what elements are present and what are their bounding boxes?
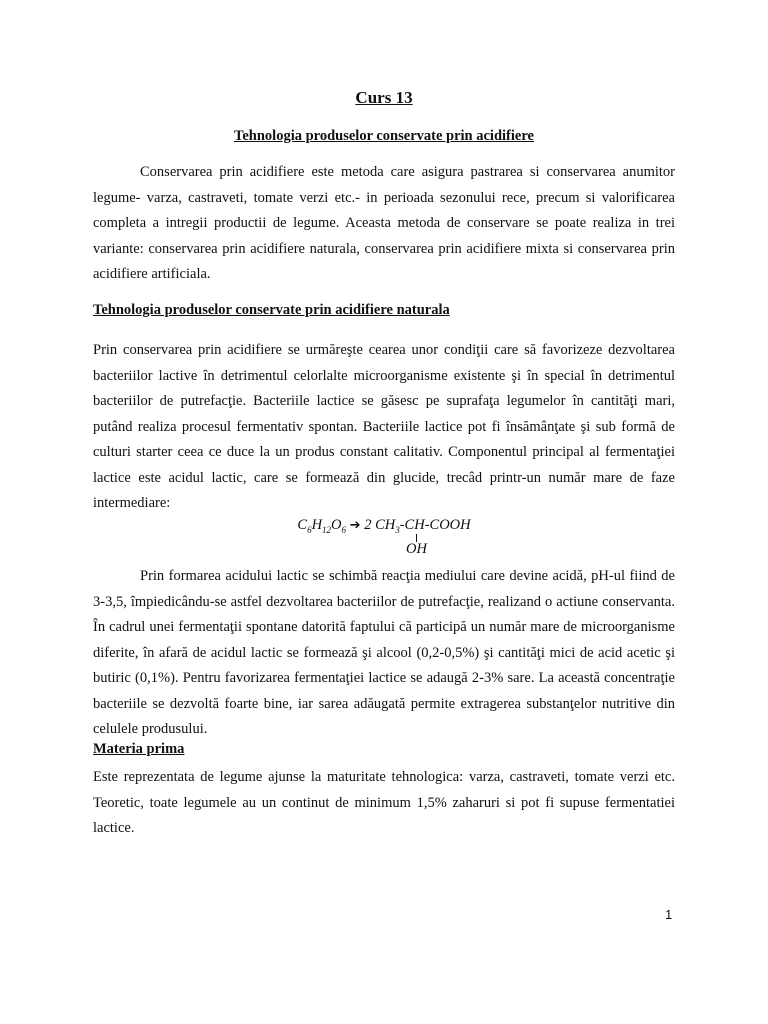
course-title: Curs 13 bbox=[355, 88, 413, 107]
lactic-acid-formula bbox=[0, 514, 768, 541]
natural-acidification-paragraph: Prin conservarea prin acidifiere se urmăreşte cearea unor condiţii care să favorizeze dezvoltarea bacteriilor lactive în detrimentul celorlalte microorganisme existente şi în special în detrimentul bacteriilor de putrefacţie. Bacteriile lactice se găsesc pe suprafaţa legumelor în cantităţi mari, putând realiza procesul fermentativ spontan. Bacteriile lactice pot fi însămânţate şi sub formă de culturi starter ceea ce duce la un produs constant calitativ. Componentul principal al fermentaţiei lactice este acidul lactic, care se formează din glucide, trecâd printr-un număr mare de faze intermediare: bbox=[93, 342, 675, 511]
page-number: 1 bbox=[665, 907, 673, 922]
section-heading-natural: Tehnologia produselor conservate prin acidifiere naturala bbox=[93, 302, 450, 318]
raw-material-paragraph: Este reprezentata de legume ajunse la maturitate tehnologica: varza, castraveti, tomate verzi etc. Teoretic, toate legumele au un continut de minimum 1,5% zaharuri si pot fi supuse fermentatiei lactice. bbox=[93, 769, 675, 836]
formula-oh-group: OH bbox=[406, 541, 427, 557]
intro-paragraph: Conservarea prin acidifiere este metoda care asigura pastrarea si conservarea anumitor legume- varza, castraveti, tomate verzi etc.- in perioada sezonului rece, precum si valorificarea completa a intregii productii de legume. Aceasta metoda de conservare se poate realiza in trei variante: conservarea prin acidifiere naturala, conservarea prin acidifiere mixta si conservarea prin acidifiere artificiala. bbox=[93, 164, 675, 282]
section-heading-raw-material: Materia prima bbox=[93, 741, 185, 757]
arrow-icon: ➔ bbox=[349, 518, 361, 533]
formula-reactant: $C_6H_{12}O_6$ bbox=[297, 517, 347, 535]
document-subtitle: Tehnologia produselor conservate prin acidifiere bbox=[234, 128, 534, 144]
formula-product: 2 $CH_3-CH$-COOH bbox=[364, 517, 471, 535]
acid-formation-paragraph: Prin formarea acidului lactic se schimbă reacţia mediului care devine acidă, pH-ul fiind de 3-3,5, împiedicându-se astfel dezvoltarea bacteriilor de putrefacţie, realizand o actiune conservanta. În cadrul unei fermentaţii spontane datorită faptului că participă un număr mare de microorganisme diferite, în afară de acidul lactic se formează şi alcool (0,2-0,5%) şi cantităţi mici de acid acetic şi butiric (0,1%). Pentru favorizarea fermentaţiei lactice se adaugă 2-3% sare. La această concentraţie bacteriile se dezvoltă foarte bine, iar sarea adăugată permite extragerea substanţelor nutritive din celulele produsului. bbox=[93, 568, 675, 737]
